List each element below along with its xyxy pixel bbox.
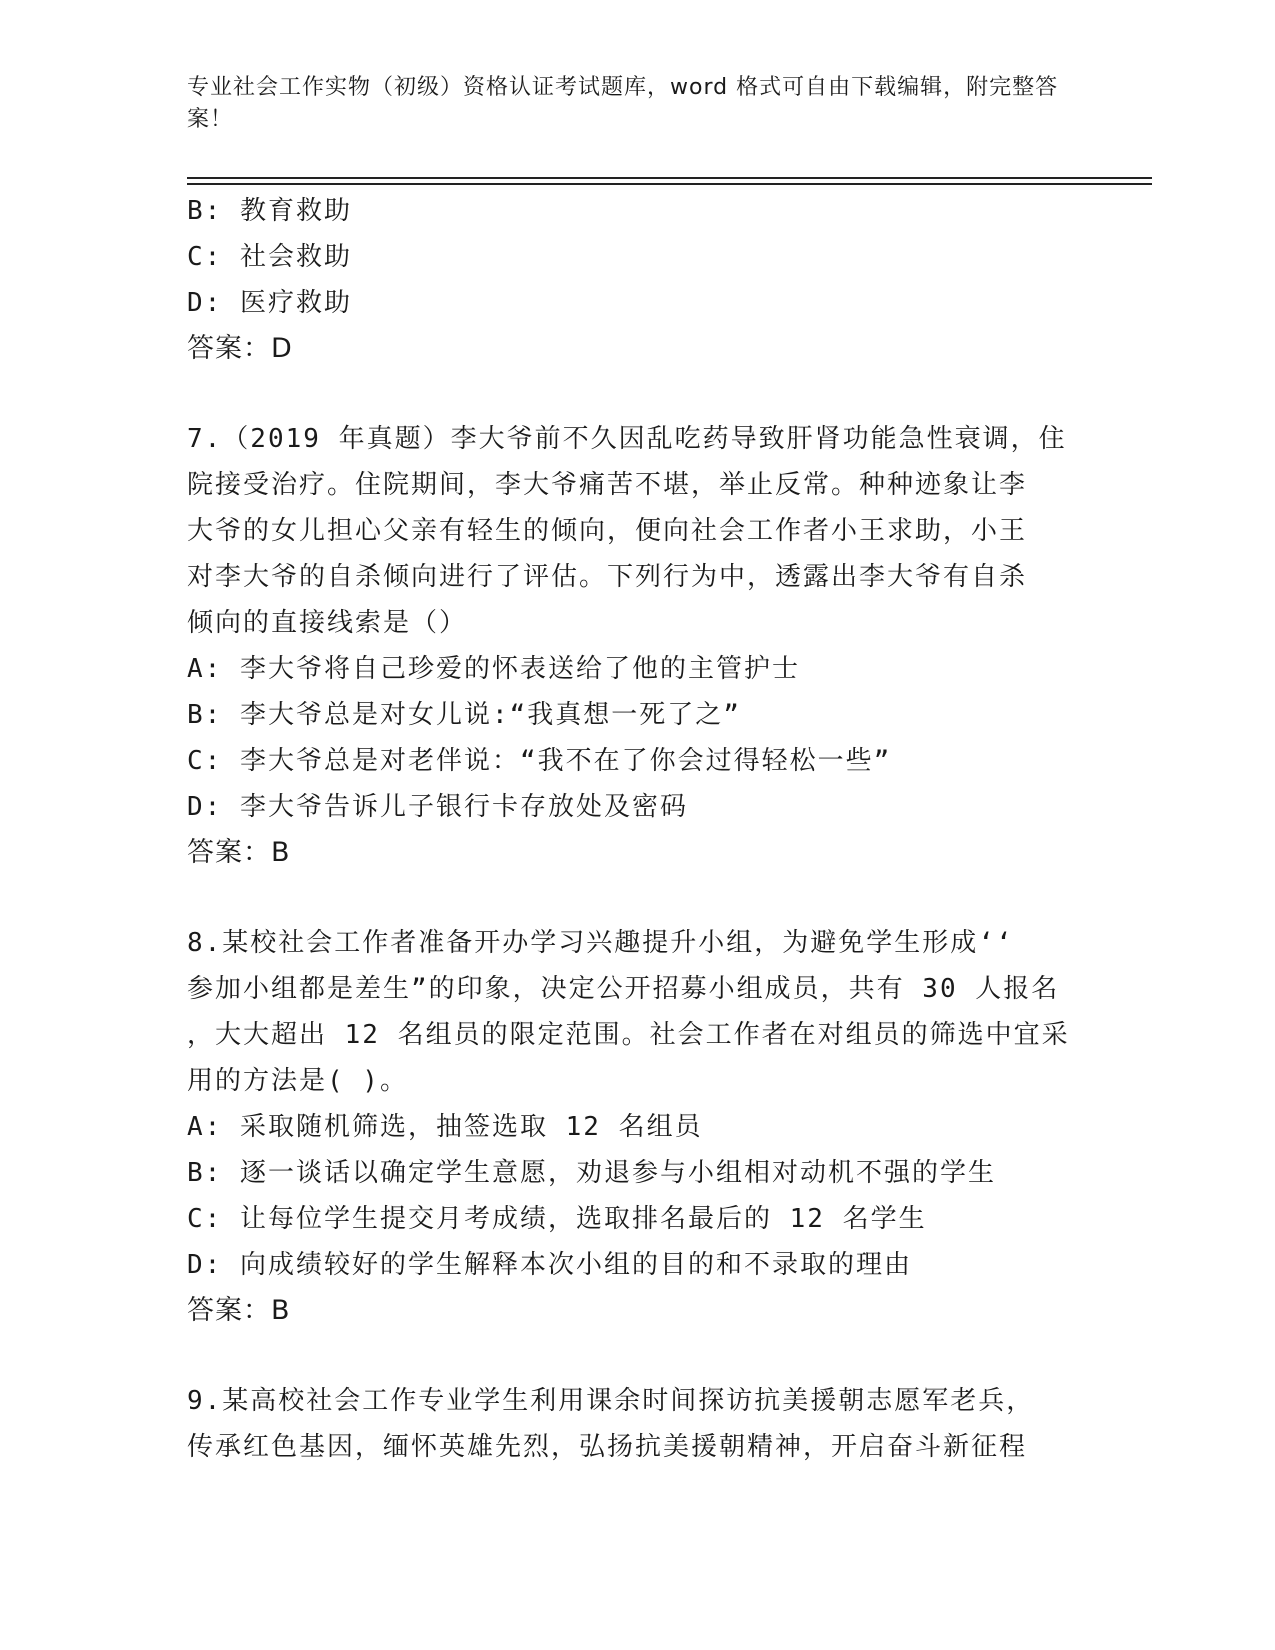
header-rule-top bbox=[187, 177, 1152, 179]
answer-line: 答案：B bbox=[187, 837, 291, 868]
answer-line: 答案：B bbox=[187, 1295, 291, 1326]
option-line: A: 采取随机筛选，抽签选取 12 名组员 bbox=[187, 1112, 703, 1142]
question-text-line: 院接受治疗。住院期间，李大爷痛苦不堪，举止反常。种种迹象让李 bbox=[187, 470, 1028, 500]
document-body bbox=[187, 188, 1087, 1470]
question-text-line: 传承红色基因，缅怀英雄先烈，弘扬抗美援朝精神，开启奋斗新征程 bbox=[187, 1432, 1028, 1462]
option-line: B: 教育救助 bbox=[187, 196, 352, 226]
question-text-line: 参加小组都是差生”的印象，决定公开招募小组成员，共有 30 人报名 bbox=[187, 974, 1060, 1004]
question-7 bbox=[187, 416, 1087, 876]
question-text-line: 对李大爷的自杀倾向进行了评估。下列行为中，透露出李大爷有自杀 bbox=[187, 562, 1028, 592]
option-line: D: 医疗救助 bbox=[187, 288, 352, 318]
option-line: B: 逐一谈话以确定学生意愿，劝退参与小组相对动机不强的学生 bbox=[187, 1158, 996, 1188]
option-line: B: 李大爷总是对女儿说:“我真想一死了之” bbox=[187, 700, 741, 730]
question-text-line: 9.某高校社会工作专业学生利用课余时间探访抗美援朝志愿军老兵， bbox=[187, 1386, 1035, 1416]
option-line: A: 李大爷将自己珍爱的怀表送给了他的主管护士 bbox=[187, 654, 800, 684]
question-6-tail bbox=[187, 188, 1087, 372]
option-line: D: 李大爷告诉儿子银行卡存放处及密码 bbox=[187, 792, 688, 822]
option-line: C: 让每位学生提交月考成绩，选取排名最后的 12 名学生 bbox=[187, 1204, 927, 1234]
question-text-line: 倾向的直接线索是（） bbox=[187, 608, 468, 638]
question-text-line: 用的方法是( )。 bbox=[187, 1066, 408, 1096]
option-line: D: 向成绩较好的学生解释本次小组的目的和不录取的理由 bbox=[187, 1250, 912, 1280]
question-text-line: 8.某校社会工作者准备开办学习兴趣提升小组，为避免学生形成‘‘ bbox=[187, 928, 1014, 958]
answer-line: 答案：D bbox=[187, 333, 293, 364]
question-text-line: ，大大超出 12 名组员的限定范围。社会工作者在对组员的筛选中宜采 bbox=[187, 1020, 1070, 1050]
header-rule-bottom bbox=[187, 183, 1152, 185]
question-9 bbox=[187, 1378, 1087, 1470]
question-8 bbox=[187, 920, 1087, 1334]
document-header: 专业社会工作实物（初级）资格认证考试题库，word 格式可自由下载编辑，附完整答案！ bbox=[187, 75, 1059, 132]
question-text-line: 7.（2019 年真题）李大爷前不久因乱吃药导致肝肾功能急性衰调，住 bbox=[187, 424, 1067, 454]
option-line: C: 社会救助 bbox=[187, 242, 352, 272]
option-line: C: 李大爷总是对老伴说：“我不在了你会过得轻松一些” bbox=[187, 746, 892, 776]
question-text-line: 大爷的女儿担心父亲有轻生的倾向，便向社会工作者小王求助，小王 bbox=[187, 516, 1028, 546]
